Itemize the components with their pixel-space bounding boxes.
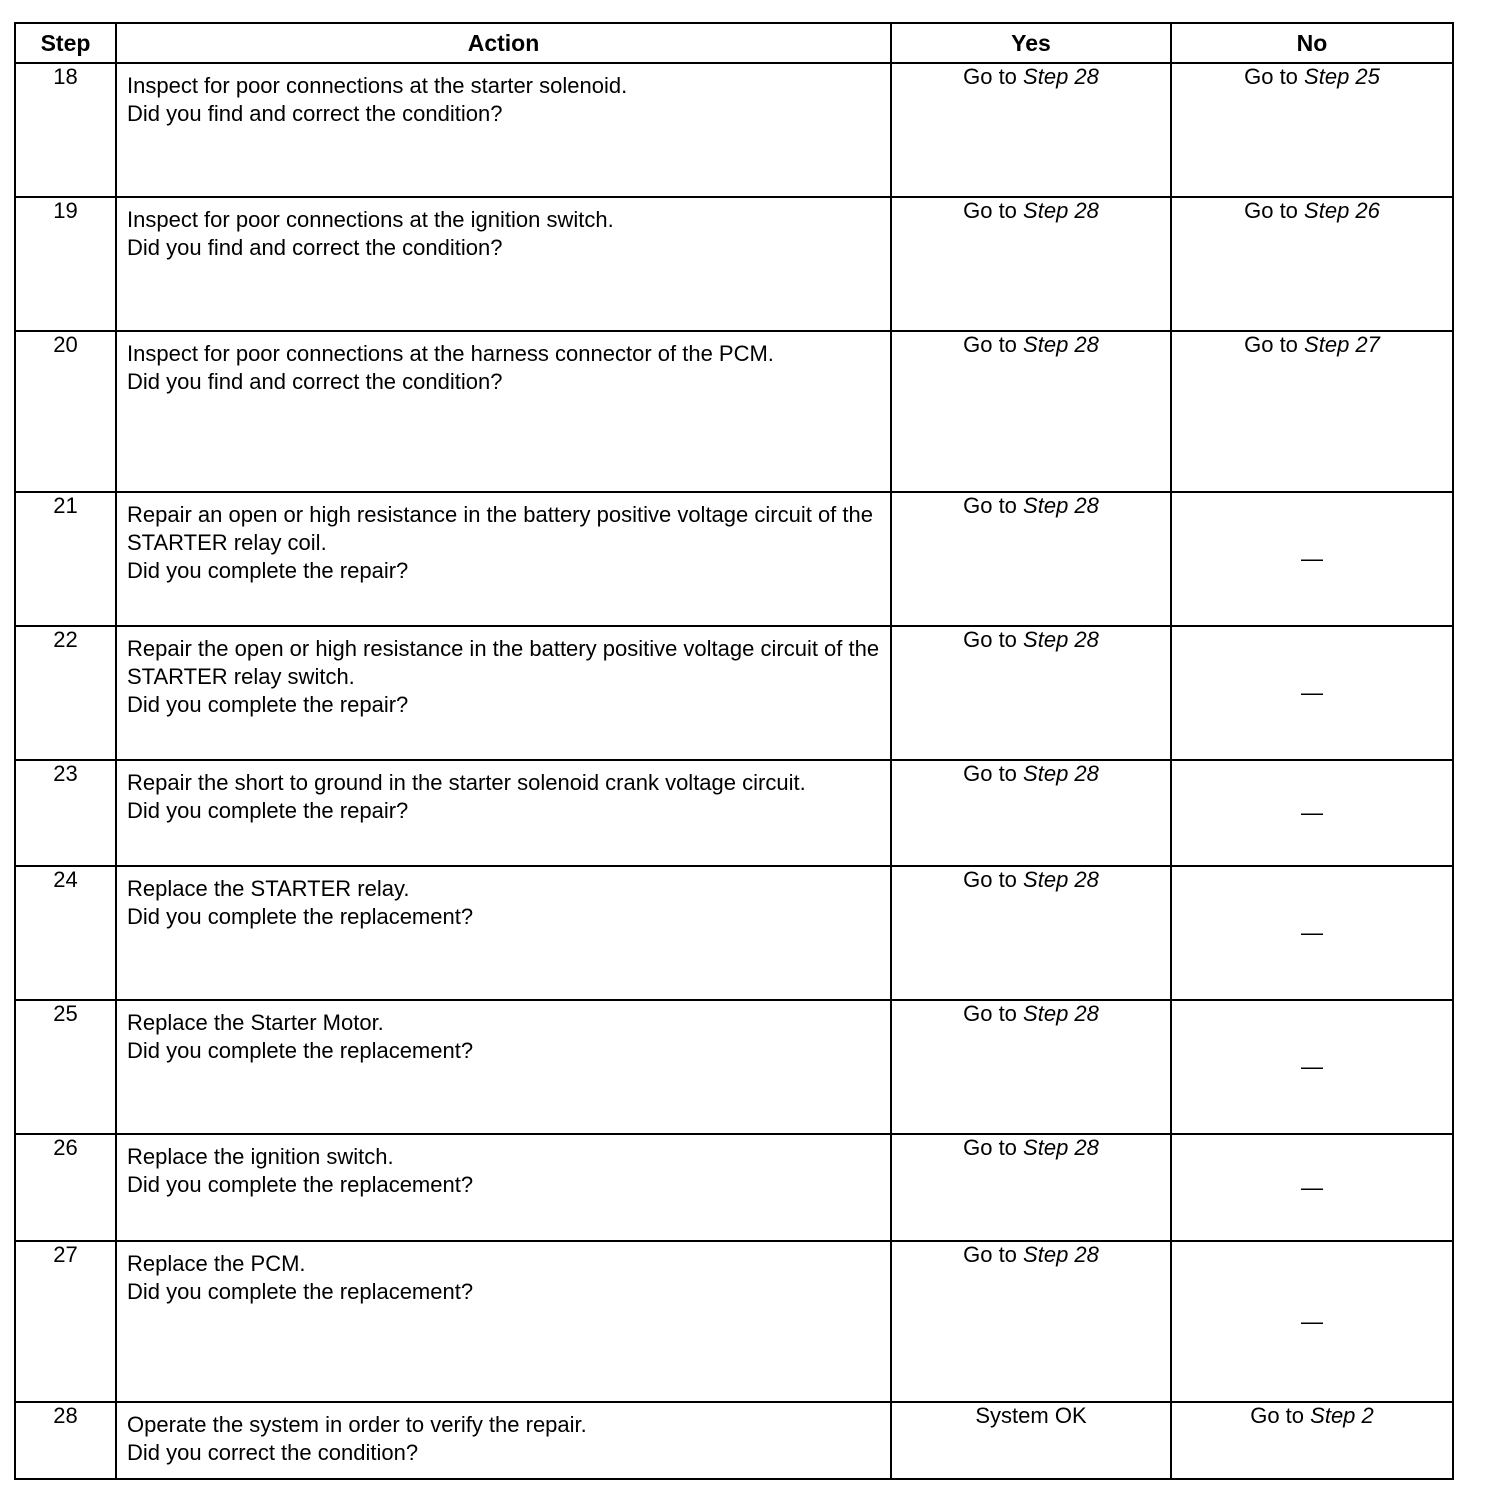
action-cell [116, 331, 891, 492]
action-instruction: Replace the STARTER relay. [127, 876, 410, 901]
action-cell [116, 1134, 891, 1241]
go-to-prefix: Go to [963, 493, 1017, 518]
action-instruction: Replace the ignition switch. [127, 1144, 394, 1169]
table-row [15, 1241, 1453, 1402]
no-step-link[interactable]: Step 2 [1310, 1403, 1374, 1428]
header-action: Action [116, 23, 891, 63]
yes-step-link[interactable]: Step 28 [1023, 332, 1099, 357]
yes-cell [891, 197, 1171, 331]
action-cell [116, 197, 891, 331]
action-instruction: Replace the PCM. [127, 1251, 306, 1276]
action-cell [116, 1402, 891, 1479]
table-row [15, 1000, 1453, 1134]
table-row [15, 197, 1453, 331]
yes-cell [891, 760, 1171, 866]
header-row [15, 23, 1453, 63]
go-to-prefix: Go to [963, 1001, 1017, 1026]
go-to-prefix: Go to [963, 1135, 1017, 1160]
go-to-prefix: Go to [1250, 1403, 1305, 1428]
header-step: Step [15, 23, 116, 63]
go-to-prefix: Go to [963, 627, 1017, 652]
step-number: 22 [15, 626, 116, 760]
yes-cell [891, 1134, 1171, 1241]
no-cell-dash: — [1171, 626, 1453, 760]
go-to-prefix: Go to [1244, 332, 1298, 357]
action-question: Did you complete the replacement? [127, 1172, 474, 1197]
step-number: 27 [15, 1241, 116, 1402]
action-question: Did you correct the condition? [127, 1440, 419, 1465]
no-step-link[interactable]: Step 27 [1304, 332, 1380, 357]
action-cell [116, 63, 891, 197]
yes-step-link[interactable]: Step 28 [1023, 198, 1099, 223]
go-to-prefix: Go to [963, 198, 1017, 223]
no-cell-dash: — [1171, 866, 1453, 1000]
action-instruction: Repair the open or high resistance in the battery positive voltage circuit of the STARTER relay switch. [127, 636, 880, 689]
yes-cell [891, 331, 1171, 492]
step-number: 23 [15, 760, 116, 866]
yes-cell [891, 1241, 1171, 1402]
system-ok-text: System OK [975, 1403, 1087, 1428]
header-yes: Yes [891, 23, 1171, 63]
go-to-prefix: Go to [1244, 64, 1298, 89]
table-row [15, 626, 1453, 760]
no-cell [1171, 63, 1453, 197]
action-instruction: Operate the system in order to verify the repair. [127, 1412, 587, 1437]
no-step-link[interactable]: Step 26 [1304, 198, 1380, 223]
no-step-link[interactable]: Step 25 [1304, 64, 1380, 89]
action-instruction: Inspect for poor connections at the starter solenoid. [127, 73, 628, 98]
yes-step-link[interactable]: Step 28 [1023, 1001, 1099, 1026]
yes-cell [891, 1402, 1171, 1479]
action-question: Did you complete the replacement? [127, 1279, 474, 1304]
no-cell-dash: — [1171, 1134, 1453, 1241]
yes-step-link[interactable]: Step 28 [1023, 493, 1099, 518]
action-instruction: Replace the Starter Motor. [127, 1010, 384, 1035]
step-number: 25 [15, 1000, 116, 1134]
table-row [15, 1402, 1453, 1479]
yes-cell [891, 492, 1171, 626]
action-cell [116, 866, 891, 1000]
no-cell-dash: — [1171, 1000, 1453, 1134]
yes-step-link[interactable]: Step 28 [1023, 867, 1099, 892]
yes-step-link[interactable]: Step 28 [1023, 627, 1099, 652]
go-to-prefix: Go to [963, 332, 1017, 357]
action-instruction: Repair an open or high resistance in the battery positive voltage circuit of the STARTER relay coil. [127, 502, 873, 555]
step-number: 26 [15, 1134, 116, 1241]
yes-cell [891, 1000, 1171, 1134]
action-instruction: Repair the short to ground in the starter solenoid crank voltage circuit. [127, 770, 806, 795]
action-instruction: Inspect for poor connections at the ignition switch. [127, 207, 614, 232]
step-number: 19 [15, 197, 116, 331]
yes-step-link[interactable]: Step 28 [1023, 1135, 1099, 1160]
action-question: Did you complete the repair? [127, 692, 409, 717]
no-cell-dash: — [1171, 1241, 1453, 1402]
step-number: 18 [15, 63, 116, 197]
step-number: 28 [15, 1402, 116, 1479]
no-cell [1171, 197, 1453, 331]
step-number: 21 [15, 492, 116, 626]
go-to-prefix: Go to [963, 867, 1017, 892]
no-cell-dash: — [1171, 492, 1453, 626]
action-cell [116, 1000, 891, 1134]
action-question: Did you complete the repair? [127, 558, 409, 583]
table-row [15, 63, 1453, 197]
yes-step-link[interactable]: Step 28 [1023, 761, 1099, 786]
yes-cell [891, 626, 1171, 760]
table-row [15, 1134, 1453, 1241]
no-cell-dash: — [1171, 760, 1453, 866]
action-question: Did you complete the replacement? [127, 904, 474, 929]
action-cell [116, 1241, 891, 1402]
table-row [15, 760, 1453, 866]
yes-step-link[interactable]: Step 28 [1023, 64, 1099, 89]
go-to-prefix: Go to [963, 1242, 1017, 1267]
go-to-prefix: Go to [963, 761, 1017, 786]
action-question: Did you find and correct the condition? [127, 101, 503, 126]
go-to-prefix: Go to [1244, 198, 1298, 223]
action-cell [116, 626, 891, 760]
no-cell [1171, 1402, 1453, 1479]
step-number: 20 [15, 331, 116, 492]
header-no: No [1171, 23, 1453, 63]
table-row [15, 866, 1453, 1000]
no-cell [1171, 331, 1453, 492]
yes-cell [891, 866, 1171, 1000]
action-question: Did you find and correct the condition? [127, 235, 503, 260]
action-instruction: Inspect for poor connections at the harness connector of the PCM. [127, 341, 774, 366]
go-to-prefix: Go to [963, 64, 1017, 89]
action-question: Did you complete the replacement? [127, 1038, 474, 1063]
table-row [15, 331, 1453, 492]
action-question: Did you find and correct the condition? [127, 369, 503, 394]
yes-step-link[interactable]: Step 28 [1023, 1242, 1099, 1267]
step-number: 24 [15, 866, 116, 1000]
action-question: Did you complete the repair? [127, 798, 409, 823]
diagnostic-table [14, 22, 1454, 1480]
table-row [15, 492, 1453, 626]
action-cell [116, 760, 891, 866]
action-cell [116, 492, 891, 626]
yes-cell [891, 63, 1171, 197]
